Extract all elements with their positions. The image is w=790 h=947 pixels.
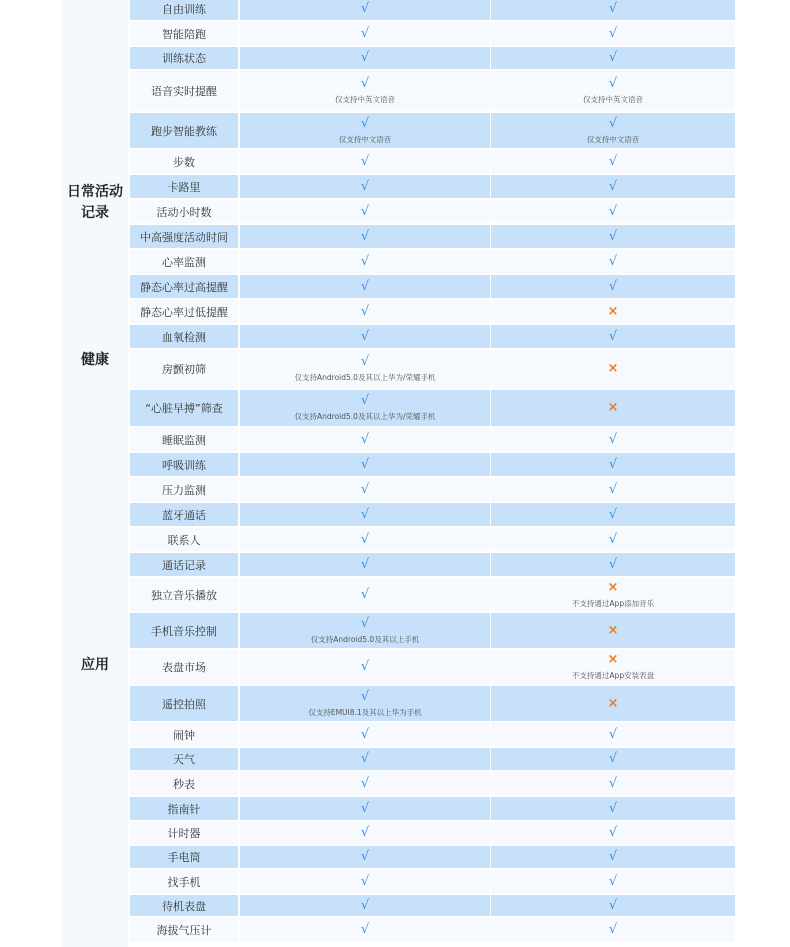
product-a-support-cell bbox=[240, 503, 490, 526]
feature-name: 血氧检测 bbox=[162, 330, 206, 344]
check-icon: √ bbox=[608, 506, 618, 522]
support-note: 不支持通过App安装表盘 bbox=[571, 671, 655, 680]
check-icon: √ bbox=[608, 481, 618, 497]
cross-icon: × bbox=[607, 579, 619, 595]
product-a-support-cell bbox=[240, 846, 490, 868]
check-icon: √ bbox=[608, 431, 618, 447]
check-icon: √ bbox=[360, 178, 370, 194]
check-icon: √ bbox=[608, 825, 618, 840]
table-row bbox=[130, 250, 735, 275]
check-icon: √ bbox=[360, 328, 370, 344]
check-icon: √ bbox=[608, 1, 618, 16]
check-icon: √ bbox=[360, 153, 370, 169]
check-icon: √ bbox=[608, 115, 618, 131]
feature-label bbox=[130, 613, 238, 648]
feature-name: 跑步智能教练 bbox=[151, 124, 217, 138]
check-icon: √ bbox=[360, 615, 370, 631]
feature-label bbox=[130, 822, 238, 844]
check-icon: √ bbox=[608, 800, 618, 816]
check-icon: √ bbox=[608, 751, 618, 766]
feature-name: 手电筒 bbox=[167, 851, 201, 864]
feature-label bbox=[130, 47, 238, 69]
feature-label bbox=[130, 200, 238, 223]
check-icon: √ bbox=[360, 25, 370, 41]
cross-icon: × bbox=[607, 303, 619, 319]
check-icon: √ bbox=[360, 556, 370, 572]
product-b-support-cell bbox=[491, 390, 735, 426]
feature-name: 表盘市场 bbox=[162, 661, 206, 674]
product-a-support-cell bbox=[240, 895, 490, 916]
check-icon: √ bbox=[360, 849, 370, 864]
feature-name: 蓝牙通话 bbox=[162, 508, 206, 522]
feature-label bbox=[130, 846, 238, 868]
feature-name: 房颤初筛 bbox=[162, 363, 206, 376]
feature-name: 智能陪跑 bbox=[162, 27, 206, 41]
product-b-support-cell bbox=[491, 0, 735, 20]
check-icon: √ bbox=[360, 456, 370, 472]
product-b-support-cell bbox=[491, 453, 735, 476]
product-a-support-cell bbox=[240, 275, 490, 298]
table-row bbox=[130, 478, 735, 503]
product-a-support-cell bbox=[240, 453, 490, 476]
check-icon: √ bbox=[608, 775, 618, 791]
product-b-support-cell bbox=[491, 22, 735, 45]
product-b-support-cell bbox=[491, 578, 735, 611]
product-a-support-cell bbox=[240, 686, 490, 721]
support-note: 仅支持EMUI8.1及其以上华为手机 bbox=[308, 707, 422, 717]
table-row bbox=[130, 22, 735, 47]
feature-label bbox=[130, 895, 238, 916]
table-row bbox=[130, 723, 735, 748]
table-row bbox=[130, 553, 735, 578]
product-b-support-cell bbox=[491, 225, 735, 248]
table-row bbox=[130, 175, 735, 200]
product-a-support-cell bbox=[240, 772, 490, 795]
category-line: 记录 bbox=[81, 205, 109, 221]
table-row bbox=[130, 200, 735, 225]
category-line: 应用 bbox=[81, 657, 109, 673]
product-a-support-cell bbox=[240, 300, 490, 323]
check-icon: √ bbox=[608, 253, 618, 269]
product-a-support-cell bbox=[240, 175, 490, 198]
table-row bbox=[130, 350, 735, 390]
support-note: 仅支持Android5.0及其以上华为/荣耀手机 bbox=[294, 412, 436, 421]
check-icon: √ bbox=[360, 278, 370, 294]
feature-name: 语音实时提醒 bbox=[151, 85, 217, 98]
check-icon: √ bbox=[360, 531, 370, 547]
feature-name: 呼吸训练 bbox=[162, 458, 206, 472]
product-b-support-cell bbox=[491, 250, 735, 273]
table-row bbox=[130, 0, 735, 22]
product-b-support-cell bbox=[491, 748, 735, 770]
check-icon: √ bbox=[608, 849, 618, 864]
check-icon: √ bbox=[608, 153, 618, 169]
table-row bbox=[130, 390, 735, 428]
feature-name: 海拔气压计 bbox=[156, 924, 212, 937]
feature-name: 静态心率过低提醒 bbox=[140, 305, 228, 319]
table-row bbox=[130, 150, 735, 175]
support-note: 仅支持中文语音 bbox=[338, 134, 392, 144]
feature-label bbox=[130, 390, 238, 426]
table-row bbox=[130, 748, 735, 772]
table-row bbox=[130, 275, 735, 300]
feature-label bbox=[130, 478, 238, 501]
check-icon: √ bbox=[360, 253, 370, 269]
check-icon: √ bbox=[608, 531, 618, 547]
feature-label bbox=[130, 150, 238, 173]
check-icon: √ bbox=[608, 25, 618, 41]
feature-label bbox=[130, 71, 238, 111]
product-b-support-cell bbox=[491, 325, 735, 348]
product-b-support-cell bbox=[491, 175, 735, 198]
feature-label bbox=[130, 553, 238, 576]
product-b-support-cell bbox=[491, 553, 735, 576]
product-a-support-cell bbox=[240, 918, 490, 942]
check-icon: √ bbox=[360, 775, 370, 791]
product-a-support-cell bbox=[240, 390, 490, 426]
feature-label bbox=[130, 686, 238, 721]
table-row bbox=[130, 47, 735, 71]
check-icon: √ bbox=[608, 456, 618, 472]
feature-label bbox=[130, 723, 238, 746]
check-icon: √ bbox=[360, 203, 370, 219]
check-icon: √ bbox=[360, 586, 370, 602]
check-icon: √ bbox=[360, 688, 370, 704]
check-icon: √ bbox=[608, 76, 618, 91]
check-icon: √ bbox=[608, 556, 618, 572]
product-a-support-cell bbox=[240, 748, 490, 770]
table-row bbox=[130, 613, 735, 650]
product-b-support-cell bbox=[491, 723, 735, 746]
feature-label bbox=[130, 772, 238, 795]
check-icon: √ bbox=[608, 897, 618, 913]
table-row bbox=[130, 772, 735, 797]
table-row bbox=[130, 686, 735, 723]
feature-name: 睡眠监测 bbox=[162, 433, 206, 447]
cross-icon: × bbox=[607, 652, 619, 667]
product-b-support-cell bbox=[491, 150, 735, 173]
feature-label bbox=[130, 22, 238, 45]
table-row bbox=[130, 578, 735, 613]
product-a-support-cell bbox=[240, 797, 490, 820]
feature-label bbox=[130, 275, 238, 298]
feature-name: 心率监测 bbox=[162, 255, 206, 269]
product-a-support-cell bbox=[240, 200, 490, 223]
feature-label bbox=[130, 453, 238, 476]
feature-name: 压力监测 bbox=[162, 483, 206, 497]
feature-label bbox=[130, 225, 238, 248]
product-a-support-cell bbox=[240, 478, 490, 501]
check-icon: √ bbox=[360, 228, 370, 244]
product-a-support-cell bbox=[240, 71, 490, 111]
check-icon: √ bbox=[360, 922, 370, 937]
category-daily-activity bbox=[60, 182, 130, 224]
feature-label bbox=[130, 748, 238, 770]
check-icon: √ bbox=[360, 50, 370, 65]
cross-icon: × bbox=[607, 622, 619, 638]
check-icon: √ bbox=[360, 115, 370, 131]
product-a-support-cell bbox=[240, 250, 490, 273]
cross-icon: × bbox=[607, 695, 619, 711]
check-icon: √ bbox=[360, 393, 370, 408]
table-row bbox=[130, 503, 735, 528]
cross-icon: × bbox=[607, 400, 619, 415]
product-b-support-cell bbox=[491, 71, 735, 111]
feature-name: 静态心率过高提醒 bbox=[140, 280, 228, 294]
check-icon: √ bbox=[360, 354, 370, 369]
feature-name: 闹钟 bbox=[173, 728, 195, 742]
product-a-support-cell bbox=[240, 47, 490, 69]
check-icon: √ bbox=[608, 278, 618, 294]
check-icon: √ bbox=[360, 481, 370, 497]
check-icon: √ bbox=[608, 203, 618, 219]
table-row bbox=[130, 71, 735, 113]
product-a-support-cell bbox=[240, 822, 490, 844]
feature-label bbox=[130, 918, 238, 942]
cross-icon: × bbox=[607, 361, 619, 376]
table-row bbox=[130, 846, 735, 870]
product-a-support-cell bbox=[240, 428, 490, 451]
product-a-support-cell bbox=[240, 150, 490, 173]
check-icon: √ bbox=[608, 922, 618, 937]
feature-label bbox=[130, 250, 238, 273]
table-row bbox=[130, 428, 735, 453]
table-row bbox=[130, 113, 735, 150]
table-row bbox=[130, 528, 735, 553]
table-row bbox=[130, 325, 735, 350]
support-note: 仅支持中英文语音 bbox=[335, 95, 395, 104]
product-b-support-cell bbox=[491, 797, 735, 820]
product-b-support-cell bbox=[491, 686, 735, 721]
category-line: 健康 bbox=[81, 352, 109, 368]
feature-name: 遥控拍照 bbox=[162, 697, 206, 711]
feature-name: 独立音乐播放 bbox=[151, 588, 217, 602]
product-b-support-cell bbox=[491, 528, 735, 551]
feature-name: “心脏早搏”筛查 bbox=[145, 402, 223, 415]
product-b-support-cell bbox=[491, 870, 735, 893]
check-icon: √ bbox=[360, 431, 370, 447]
feature-name: 指南针 bbox=[167, 802, 201, 816]
check-icon: √ bbox=[360, 303, 370, 319]
feature-label bbox=[130, 650, 238, 684]
check-icon: √ bbox=[608, 873, 618, 889]
table-row bbox=[130, 300, 735, 325]
check-icon: √ bbox=[360, 751, 370, 766]
product-a-support-cell bbox=[240, 578, 490, 611]
support-note: 仅支持中文语音 bbox=[586, 134, 640, 144]
product-b-support-cell bbox=[491, 650, 735, 684]
product-b-support-cell bbox=[491, 613, 735, 648]
product-b-support-cell bbox=[491, 503, 735, 526]
feature-name: 联系人 bbox=[167, 533, 201, 547]
feature-name: 找手机 bbox=[167, 875, 201, 889]
check-icon: √ bbox=[360, 506, 370, 522]
category-line: 日常活动 bbox=[67, 184, 123, 200]
feature-label bbox=[130, 870, 238, 893]
check-icon: √ bbox=[608, 178, 618, 194]
support-note: 不支持通过App添加音乐 bbox=[571, 598, 655, 608]
product-a-support-cell bbox=[240, 613, 490, 648]
support-note: 仅支持中英文语音 bbox=[583, 95, 643, 104]
feature-label bbox=[130, 300, 238, 323]
product-a-support-cell bbox=[240, 113, 490, 148]
check-icon: √ bbox=[360, 1, 370, 16]
table-row bbox=[130, 797, 735, 822]
product-b-support-cell bbox=[491, 772, 735, 795]
feature-label bbox=[130, 528, 238, 551]
product-a-support-cell bbox=[240, 350, 490, 388]
product-a-support-cell bbox=[240, 650, 490, 684]
feature-name: 卡路里 bbox=[167, 180, 201, 194]
table-row bbox=[130, 225, 735, 250]
category-apps bbox=[60, 655, 130, 676]
feature-name: 待机表盘 bbox=[162, 899, 206, 913]
feature-label bbox=[130, 578, 238, 611]
product-b-support-cell bbox=[491, 918, 735, 942]
feature-name: 秒表 bbox=[173, 777, 195, 791]
check-icon: √ bbox=[608, 328, 618, 344]
product-a-support-cell bbox=[240, 870, 490, 893]
category-health bbox=[60, 350, 130, 371]
table-row bbox=[130, 650, 735, 686]
product-b-support-cell bbox=[491, 47, 735, 69]
support-note: 仅支持Android5.0及其以上手机 bbox=[310, 634, 420, 644]
feature-label bbox=[130, 350, 238, 388]
support-note: 仅支持Android5.0及其以上华为/荣耀手机 bbox=[294, 373, 436, 382]
check-icon: √ bbox=[360, 76, 370, 91]
product-b-support-cell bbox=[491, 478, 735, 501]
check-icon: √ bbox=[360, 873, 370, 889]
product-a-support-cell bbox=[240, 325, 490, 348]
product-a-support-cell bbox=[240, 22, 490, 45]
product-b-support-cell bbox=[491, 350, 735, 388]
product-b-support-cell bbox=[491, 275, 735, 298]
check-icon: √ bbox=[608, 726, 618, 742]
feature-label bbox=[130, 113, 238, 148]
feature-label bbox=[130, 797, 238, 820]
product-b-support-cell bbox=[491, 200, 735, 223]
table-row bbox=[130, 822, 735, 846]
product-b-support-cell bbox=[491, 428, 735, 451]
product-a-support-cell bbox=[240, 723, 490, 746]
product-a-support-cell bbox=[240, 225, 490, 248]
feature-name: 训练状态 bbox=[162, 52, 206, 65]
table-row bbox=[130, 870, 735, 895]
feature-name: 计时器 bbox=[167, 827, 201, 840]
feature-name: 手机音乐控制 bbox=[151, 624, 217, 638]
table-row bbox=[130, 895, 735, 918]
feature-label bbox=[130, 175, 238, 198]
feature-name: 步数 bbox=[173, 155, 195, 169]
product-a-support-cell bbox=[240, 553, 490, 576]
table-row bbox=[130, 453, 735, 478]
product-a-support-cell bbox=[240, 528, 490, 551]
check-icon: √ bbox=[360, 897, 370, 913]
feature-name: 自由训练 bbox=[162, 3, 206, 16]
feature-label bbox=[130, 428, 238, 451]
product-b-support-cell bbox=[491, 300, 735, 323]
feature-label bbox=[130, 0, 238, 20]
feature-name: 通话记录 bbox=[162, 558, 206, 572]
check-icon: √ bbox=[360, 800, 370, 816]
table-row bbox=[130, 918, 735, 944]
feature-name: 活动小时数 bbox=[156, 205, 212, 219]
feature-name: 中高强度活动时间 bbox=[140, 230, 228, 244]
feature-label bbox=[130, 503, 238, 526]
feature-label bbox=[130, 325, 238, 348]
product-b-support-cell bbox=[491, 113, 735, 148]
check-icon: √ bbox=[360, 659, 370, 674]
product-b-support-cell bbox=[491, 846, 735, 868]
check-icon: √ bbox=[360, 726, 370, 742]
product-a-support-cell bbox=[240, 0, 490, 20]
product-b-support-cell bbox=[491, 822, 735, 844]
feature-name: 天气 bbox=[173, 753, 195, 766]
check-icon: √ bbox=[360, 825, 370, 840]
check-icon: √ bbox=[608, 228, 618, 244]
check-icon: √ bbox=[608, 50, 618, 65]
product-b-support-cell bbox=[491, 895, 735, 916]
